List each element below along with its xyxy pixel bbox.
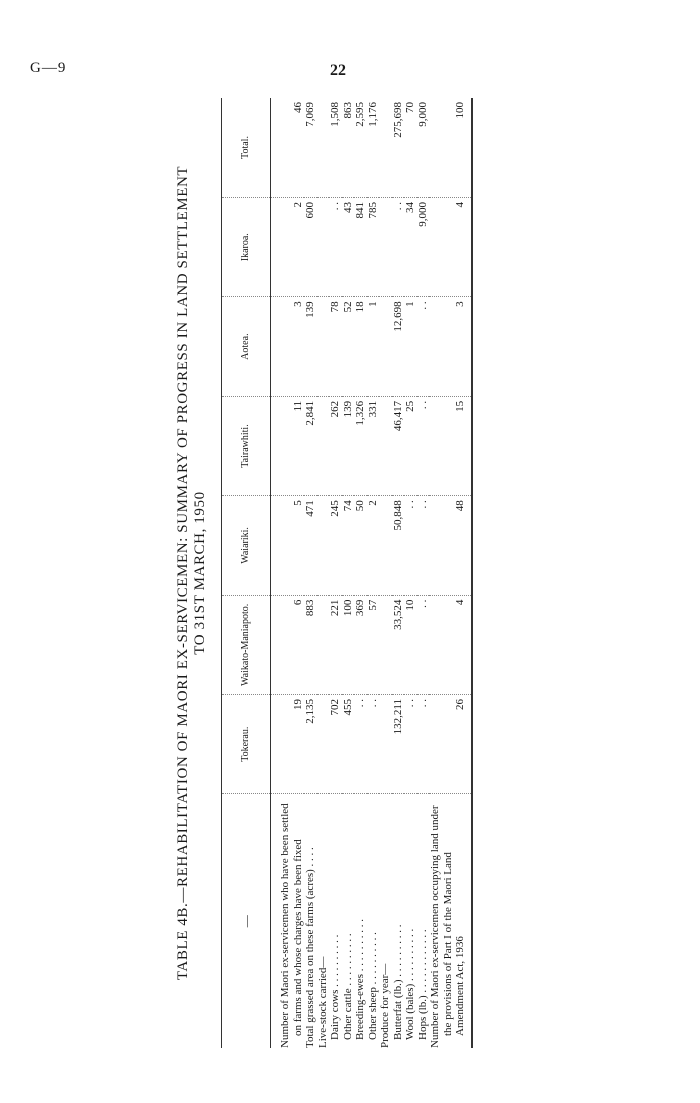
table-cell: . . [367,695,380,794]
table-cell [317,595,330,694]
table-cell: 1,326 [354,396,367,495]
table-title-line-1: TABLE 4B.—REHABILITATION OF MAORI EX-SERVICEMEN: SUMMARY OF PROGRESS IN LAND SETTLEMENT [175,165,191,981]
table-cell: 702 [329,695,342,794]
column-header-ikaroa: Ikaroa. [222,198,271,297]
table-cell: 221 [329,595,342,694]
column-header-total: Total. [222,98,271,198]
row-label: Produce for year— [379,963,391,1048]
table-cell [379,496,392,595]
table-cell [379,595,392,694]
table-cell: 10 [404,595,417,694]
table-cell: 863 [342,98,355,198]
table-cell [317,297,330,396]
table-cell: . . [417,695,430,794]
column-header-waikato-maniapoto: Waikato-Maniapoto. [222,595,271,694]
table-row [392,98,405,1048]
table-cell [379,297,392,396]
column-header-waiariki: Waiariki. [222,496,271,595]
table-cell: 70 [404,98,417,198]
table-cell: 455 [342,695,355,794]
table-cell: 4 [429,198,472,297]
table-cell: . . [417,396,430,495]
table-row [367,98,380,1048]
table-cell: 34 [404,198,417,297]
rotated-table-container [175,98,505,1048]
table-row [342,98,355,1048]
row-label: Breeding-ewes . . . . . . . . . . [354,919,366,1040]
column-header-tairawhiti: Tairawhiti. [222,396,271,495]
table-cell: 50,848 [392,496,405,595]
table-cell [379,198,392,297]
table-cell: 785 [367,198,380,297]
table-cell [317,98,330,198]
table-cell: . . [329,198,342,297]
table-cell: 5 [271,496,305,595]
row-label: Dairy cows . . . . . . . . . . [329,934,341,1040]
table-cell: . . [417,297,430,396]
row-label: Hops (lb.) . . . . . . . . . . . . [416,929,429,1040]
table-cell: 262 [329,396,342,495]
table-cell [317,198,330,297]
table-cell: 9,000 [417,98,430,198]
table-cell: 275,698 [392,98,405,198]
table-cell: 2,841 [304,396,317,495]
table-cell: . . [392,198,405,297]
row-label: Number of Maori ex-servicemen who have been settled on farms and whose charges have been fixed [279,803,304,1048]
table-cell: 3 [429,297,472,396]
table-row [271,98,305,1048]
table-cell: 139 [304,297,317,396]
table-cell: 15 [429,396,472,495]
table-cell: 331 [367,396,380,495]
table-cell: 50 [354,496,367,595]
table-cell: 57 [367,595,380,694]
table-row [304,98,317,1048]
table-cell: 369 [354,595,367,694]
table-row [417,98,430,1048]
table-cell: 1,176 [367,98,380,198]
table-cell: 2,595 [354,98,367,198]
table-cell: 1 [367,297,380,396]
row-label: Butterfat (lb.) . . . . . . . . . . [391,924,404,1040]
row-label: Number of Maori ex-servicemen occupying land under the provisions of Part I of the Maori Land Amendment Act, 1936 [429,794,472,1048]
row-label: Total grassed area on these farms (acres) . . . . [304,847,316,1048]
table-cell: 74 [342,496,355,595]
table-cell: . . [417,496,430,595]
table-cell [317,496,330,595]
table-row [329,98,342,1048]
column-header-aotea: Aotea. [222,297,271,396]
table-cell: 19 [271,695,305,794]
table-cell [379,396,392,495]
table-cell: 18 [354,297,367,396]
progress-summary-table [221,98,473,1048]
table-cell: 26 [429,695,472,794]
table-cell: 1 [404,297,417,396]
table-cell [379,98,392,198]
table-cell: 139 [342,396,355,495]
row-label: Other sheep . . . . . . . . . . [366,932,379,1040]
row-label: Wool (bales) . . . . . . . . . . [404,928,416,1040]
table-cell: 2,135 [304,695,317,794]
table-cell: 7,069 [304,98,317,198]
table-row [354,98,367,1048]
table-cell: 25 [404,396,417,495]
table-cell: 33,524 [392,595,405,694]
table-row [429,98,472,1048]
table-cell: . . [417,595,430,694]
table-cell: . . [354,695,367,794]
page-number: 22 [330,62,346,79]
table-cell: . . [404,496,417,595]
table-cell: 46,417 [392,396,405,495]
row-label: Other cattle . . . . . . . . . . [341,933,354,1040]
table-cell: 600 [304,198,317,297]
document-series-code: G—9 [30,60,67,76]
table-cell: 46 [271,98,305,198]
table-title [175,98,209,1048]
table-cell: 3 [271,297,305,396]
table-cell: 1,508 [329,98,342,198]
table-cell: 2 [367,496,380,595]
table-cell: 841 [354,198,367,297]
table-title-line-2: TO 31ST MARCH, 1950 [192,491,208,655]
table-cell: . . [404,695,417,794]
table-cell: 9,000 [417,198,430,297]
table-row [404,98,417,1048]
table-cell [317,396,330,495]
table-cell: 100 [429,98,472,198]
table-row [379,98,392,1048]
table-cell [379,695,392,794]
stub-header: — [222,794,271,1048]
table-row [317,98,330,1048]
table-cell: 11 [271,396,305,495]
table-cell: 245 [329,496,342,595]
table-cell: 132,211 [392,695,405,794]
table-cell: 883 [304,595,317,694]
table-cell: 471 [304,496,317,595]
table-cell: 43 [342,198,355,297]
table-cell: 4 [429,595,472,694]
table-header-row [222,98,271,1048]
table-cell: 78 [329,297,342,396]
table-cell: 100 [342,595,355,694]
table-cell: 2 [271,198,305,297]
row-label: Live-stock carried— [316,956,329,1048]
table-cell [317,695,330,794]
table-cell: 6 [271,595,305,694]
table-cell: 12,698 [392,297,405,396]
table-cell: 48 [429,496,472,595]
table-cell: 52 [342,297,355,396]
column-header-tokerau: Tokerau. [222,695,271,794]
